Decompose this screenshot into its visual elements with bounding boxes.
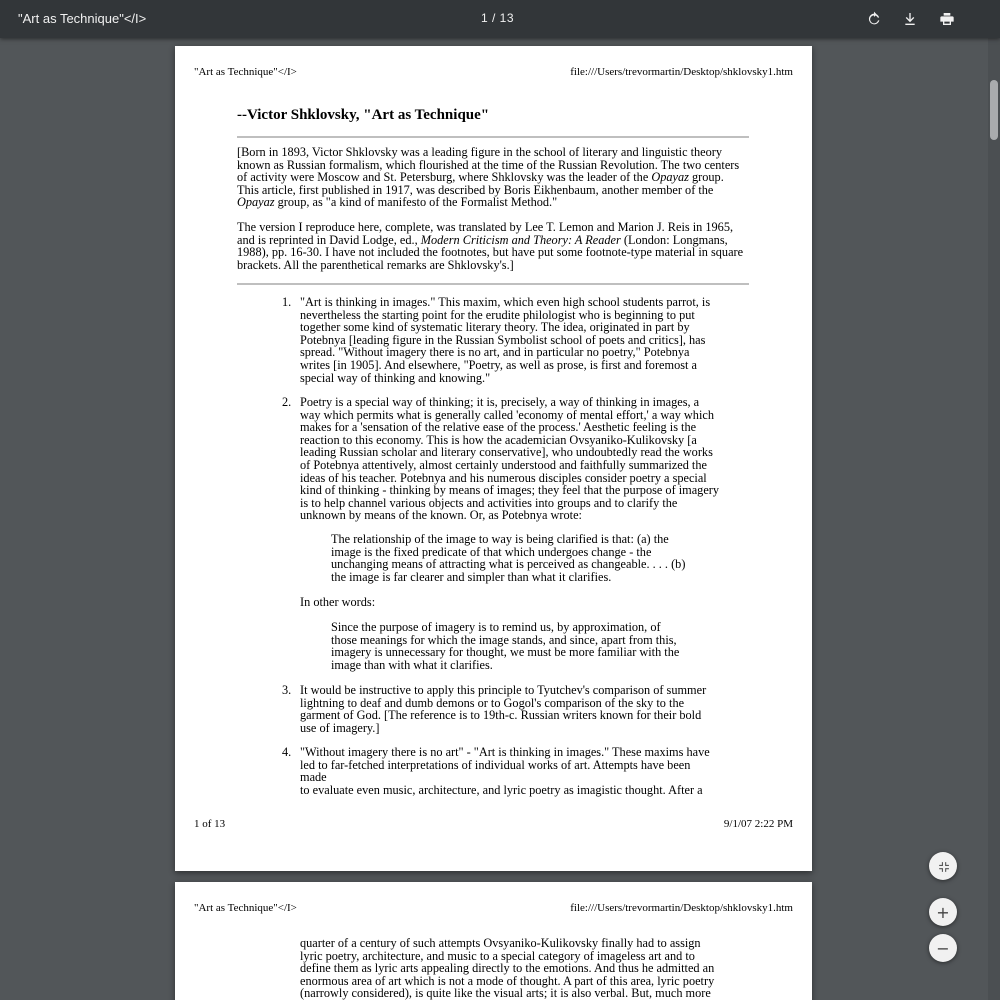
- page-footer-date: 9/1/07 2:22 PM: [723, 818, 793, 830]
- block-quote-1: The relationship of the image to way is being clarified is that: (a) the image is the fixed predicate of that which undergoes change - the unchanging means of attracting what is perceived as changeable. . . . (b) the image is far clearer and simpler than what it clarifies.: [331, 532, 686, 584]
- list-item-1: 1. "Art is thinking in images." This maxim, which even high school students parrot, is nevertheless the starting point for the erudite philologist who is beginning to put together some kind of systematic literary theory. The idea, originated in part by Potebnya [leading figure in the Russian Symbolist school of poets and critics], has spread. "Without imagery there is no art, and in particular no poetry," Potebnya writes [in 1905]. And elsewhere, "Poetry, as well as prose, is first and foremost a special way of thinking and knowing.": [282, 295, 711, 385]
- rotate-icon: [866, 11, 882, 27]
- fit-to-page-icon: [937, 860, 950, 873]
- in-other-words: In other words:: [300, 595, 376, 609]
- page-header-url: file:///Users/trevormartin/Desktop/shklovsky1.htm: [570, 66, 793, 78]
- list-number: 2.: [282, 395, 292, 409]
- intro-paragraph-2: The version I reproduce here, complete, was translated by Lee T. Lemon and Marion J. Reis in 1965, and is reprinted in David Lodge, ed., Modern Criticism and Theory: A Reader (London: Longmans, 1988), pp. 16-30. I have not included the footnotes, but have put some footnote-type material in square brackets. All the parenthetical remarks are Shklovsky's.]: [237, 220, 744, 272]
- download-button[interactable]: [897, 6, 923, 32]
- rotate-button[interactable]: [861, 6, 887, 32]
- document-title: "Art as Technique"</I>: [18, 11, 147, 26]
- intro-paragraph-1: [Born in 1893, Victor Shklovsky was a leading figure in the school of literary and linguistic theory known as Russian formalism, which flourished at the time of the Russian Revolution. The two centers of activity were Moscow and St. Petersburg, where Shklovsky was the leader of the Opayaz group. This article, first published in 1917, was described by Boris Eikhenbaum, another member of the Opayaz group, as "a kind of manifesto of the Formalist Method.": [237, 145, 740, 209]
- pdf-page-1: [175, 46, 812, 871]
- article-heading: --Victor Shklovsky, "Art as Technique": [237, 107, 490, 123]
- fit-to-page-button[interactable]: [929, 852, 957, 880]
- download-icon: [902, 11, 918, 27]
- block-quote-2: Since the purpose of imagery is to remind us, by approximation, of those meanings for which the image stands, and since, apart from this, imagery is unnecessary for thought, we must be more familiar with the image than with what it clarifies.: [331, 620, 680, 672]
- scrollbar-thumb[interactable]: [990, 80, 998, 140]
- page-indicator[interactable]: 1 / 13: [481, 11, 515, 25]
- print-icon: [939, 11, 955, 27]
- list-item-4: 4. "Without imagery there is no art" - "Art is thinking in images." These maxims have led to far-fetched interpretations of individual works of art. Attempts have been made to evaluate even music, architecture, and lyric poetry as imagistic thought. After a: [282, 745, 710, 797]
- print-button[interactable]: [934, 6, 960, 32]
- list-number: 1.: [282, 295, 292, 309]
- page-header-title: "Art as Technique"</I>: [194, 66, 297, 78]
- list-item-2: 2. Poetry is a special way of thinking; it is, precisely, a way of thinking in images, a way which permits what is generally called 'economy of mental effort,' a way which makes for a 'sensation of the relative ease of the process.' Aesthetic feeling is the reaction to this economy. This is how the academician Ovsyaniko-Kulikovsky [a leading Russian scholar and literary conservative], who undoubtedly read the works of Potebnya attentively, almost certainly understood and faithfully summarized the ideas of his teacher. Potebnya and his numerous disciples consider poetry a special kind of thinking - thinking by means of images; they feel that the purpose of imagery is to help channel various objects and activities into groups and to clarify the unknown by means of the known. Or, as Potebnya wrote:: [282, 395, 720, 523]
- page-footer-count: 1 of 13: [194, 818, 226, 830]
- pdf-page-2: [175, 882, 812, 1000]
- pdf-toolbar: [0, 0, 1000, 38]
- continued-text: quarter of a century of such attempts Ovsyaniko-Kulikovsky finally had to assign lyric poetry, architecture, and music to a special category of imageless art and to define them as lyric arts appealing directly to the emotions. And thus he admitted an enormous area of art which is not a mode of thought. A part of this area, lyric poetry (narrowly considered), is quite like the visual arts; it is also verbal. But, much more: [300, 936, 715, 1000]
- divider: [237, 136, 749, 138]
- list-item-3: 3. It would be instructive to apply this principle to Tyutchev's comparison of summer lightning to deaf and dumb demons or to Gogol's comparison of the sky to the garment of God. [The reference is to 19th-c. Russian writers known for their bold use of imagery.]: [282, 683, 707, 735]
- vertical-scrollbar[interactable]: [988, 38, 1000, 1000]
- list-number: 3.: [282, 683, 292, 697]
- divider: [237, 283, 749, 285]
- page-header-title: "Art as Technique"</I>: [194, 902, 297, 914]
- list-number: 4.: [282, 745, 292, 759]
- page-header-url: file:///Users/trevormartin/Desktop/shklovsky1.htm: [570, 902, 793, 914]
- zoom-out-button[interactable]: −: [929, 934, 957, 962]
- zoom-in-button[interactable]: +: [929, 898, 957, 926]
